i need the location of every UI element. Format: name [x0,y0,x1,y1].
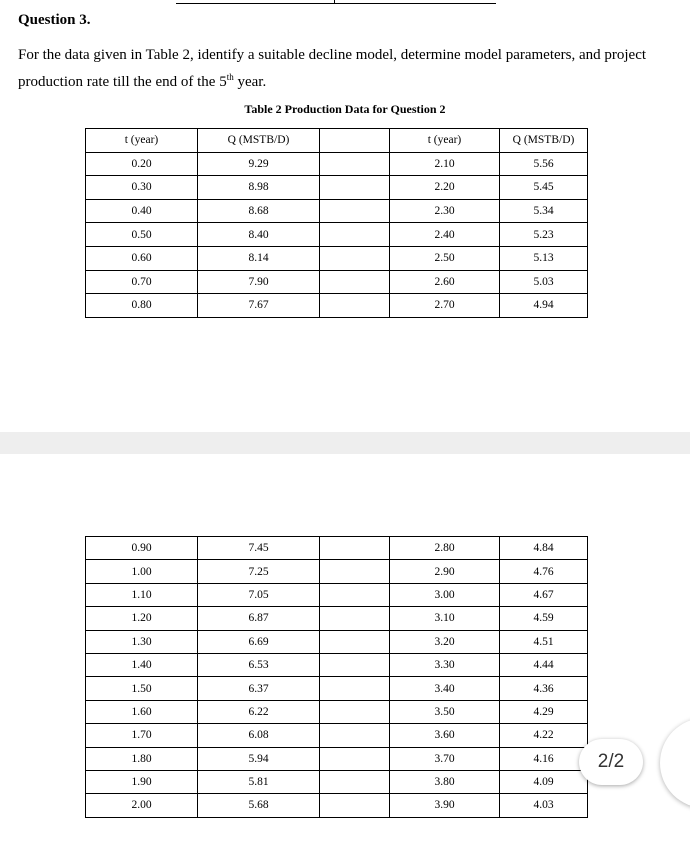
table-cell: 4.22 [500,724,588,747]
table-cell: 4.84 [500,537,588,560]
table-row [86,199,588,223]
table-cell [320,653,390,676]
table-cell: 5.68 [198,794,320,817]
table-cell: 4.94 [500,294,588,318]
question-text [18,42,668,96]
table-cell [320,294,390,318]
table-cell: 3.80 [390,770,500,793]
table-row [86,607,588,630]
table-row [86,794,588,817]
table-row [86,176,588,200]
table-row [86,700,588,723]
table-cell: 6.87 [198,607,320,630]
table-cell: 1.50 [86,677,198,700]
table-row [86,152,588,176]
table-row [86,724,588,747]
table-row [86,747,588,770]
table-cell [320,724,390,747]
table-cell: 1.30 [86,630,198,653]
table-row [86,560,588,583]
table-row [86,223,588,247]
table-cell: 7.90 [198,270,320,294]
table-cell: 2.20 [390,176,500,200]
question-text-end: year. [233,74,267,90]
table-cell: 9.29 [198,152,320,176]
table-cell: 1.20 [86,607,198,630]
table-cell: 7.45 [198,537,320,560]
table-cell [320,129,390,153]
table-cell: 5.56 [500,152,588,176]
table-row [86,653,588,676]
table-cell: 1.70 [86,724,198,747]
table-cell: 0.80 [86,294,198,318]
table-cell [320,152,390,176]
table-row [86,677,588,700]
table-cell: 7.25 [198,560,320,583]
question-text-sup: th [226,72,234,82]
table-cell: 3.40 [390,677,500,700]
table-cell: 3.70 [390,747,500,770]
table-cell: 1.90 [86,770,198,793]
table-cell: 4.09 [500,770,588,793]
table-cell: 6.53 [198,653,320,676]
page-indicator: 2/2 [579,739,643,785]
table-cell [320,176,390,200]
table-cell: 2.00 [86,794,198,817]
table-cell: 3.00 [390,583,500,606]
table-cell: 3.20 [390,630,500,653]
table-row [86,770,588,793]
table-row [86,630,588,653]
table-cell: 0.90 [86,537,198,560]
table-row [86,129,588,153]
table-cell: 0.70 [86,270,198,294]
table-cell: 0.60 [86,246,198,270]
table-cell: 8.68 [198,199,320,223]
table-cell [320,630,390,653]
table-cell: 4.51 [500,630,588,653]
table-cell: 2.70 [390,294,500,318]
table-cell: 3.90 [390,794,500,817]
table-cell [320,607,390,630]
page-gap [0,432,690,454]
table-cell: 7.05 [198,583,320,606]
table-cell: 1.10 [86,583,198,606]
table-cell: 6.08 [198,724,320,747]
table-cell: 5.81 [198,770,320,793]
table-cell: 5.13 [500,246,588,270]
table-cell [320,583,390,606]
table-cell: 4.29 [500,700,588,723]
production-table-part-2 [85,536,588,818]
table-cell: 7.67 [198,294,320,318]
table-cell: 6.69 [198,630,320,653]
table-cell: 6.22 [198,700,320,723]
table-title: Table 2 Production Data for Question 2 [244,102,446,116]
table-cell: 2.60 [390,270,500,294]
table-row [86,270,588,294]
table-cell: 4.44 [500,653,588,676]
table-cell: 2.30 [390,199,500,223]
table-row [86,583,588,606]
table-cell: 1.40 [86,653,198,676]
table-cell: 2.40 [390,223,500,247]
question-text-main: For the data given in Table 2, identify a suitable decline model, determine model parameters, and project production rate till the end of the 5 [18,47,647,90]
table-cell: 3.50 [390,700,500,723]
table-row [86,537,588,560]
table-cell: 4.67 [500,583,588,606]
question-title: Question 3. [18,12,91,28]
table-cell: 2.90 [390,560,500,583]
table-cell [320,537,390,560]
table-cell [320,223,390,247]
table-cell [320,246,390,270]
table-cell: 8.98 [198,176,320,200]
table-cell: 2.50 [390,246,500,270]
table-cell [320,770,390,793]
table-cell: 8.40 [198,223,320,247]
table-cell: t (year) [390,129,500,153]
table-cell: 4.59 [500,607,588,630]
table-cell: 2.10 [390,152,500,176]
table-cell: 0.30 [86,176,198,200]
table-cell: 4.16 [500,747,588,770]
table-cell: 3.60 [390,724,500,747]
table-cell: 3.30 [390,653,500,676]
table-cell [320,700,390,723]
previous-table-edge [176,0,496,4]
table-cell [320,794,390,817]
table-cell: 0.50 [86,223,198,247]
table-cell: 5.34 [500,199,588,223]
table-row [86,294,588,318]
table-cell: Q (MSTB/D) [500,129,588,153]
table-cell: 1.80 [86,747,198,770]
table-cell: 3.10 [390,607,500,630]
table-cell: t (year) [86,129,198,153]
table-cell: Q (MSTB/D) [198,129,320,153]
table-cell: 1.00 [86,560,198,583]
table-cell: 5.03 [500,270,588,294]
table-cell [320,199,390,223]
table-cell: 4.03 [500,794,588,817]
production-table-part-1 [85,128,588,318]
table-cell: 8.14 [198,246,320,270]
table-cell: 0.20 [86,152,198,176]
table-cell [320,747,390,770]
table-cell: 5.94 [198,747,320,770]
table-cell [320,560,390,583]
table-cell: 2.80 [390,537,500,560]
table-cell: 6.37 [198,677,320,700]
table-cell [320,677,390,700]
table-cell: 1.60 [86,700,198,723]
table-cell: 4.76 [500,560,588,583]
table-cell: 4.36 [500,677,588,700]
table-cell [320,270,390,294]
table-cell: 0.40 [86,199,198,223]
table-cell: 5.23 [500,223,588,247]
table-cell: 5.45 [500,176,588,200]
table-row [86,246,588,270]
